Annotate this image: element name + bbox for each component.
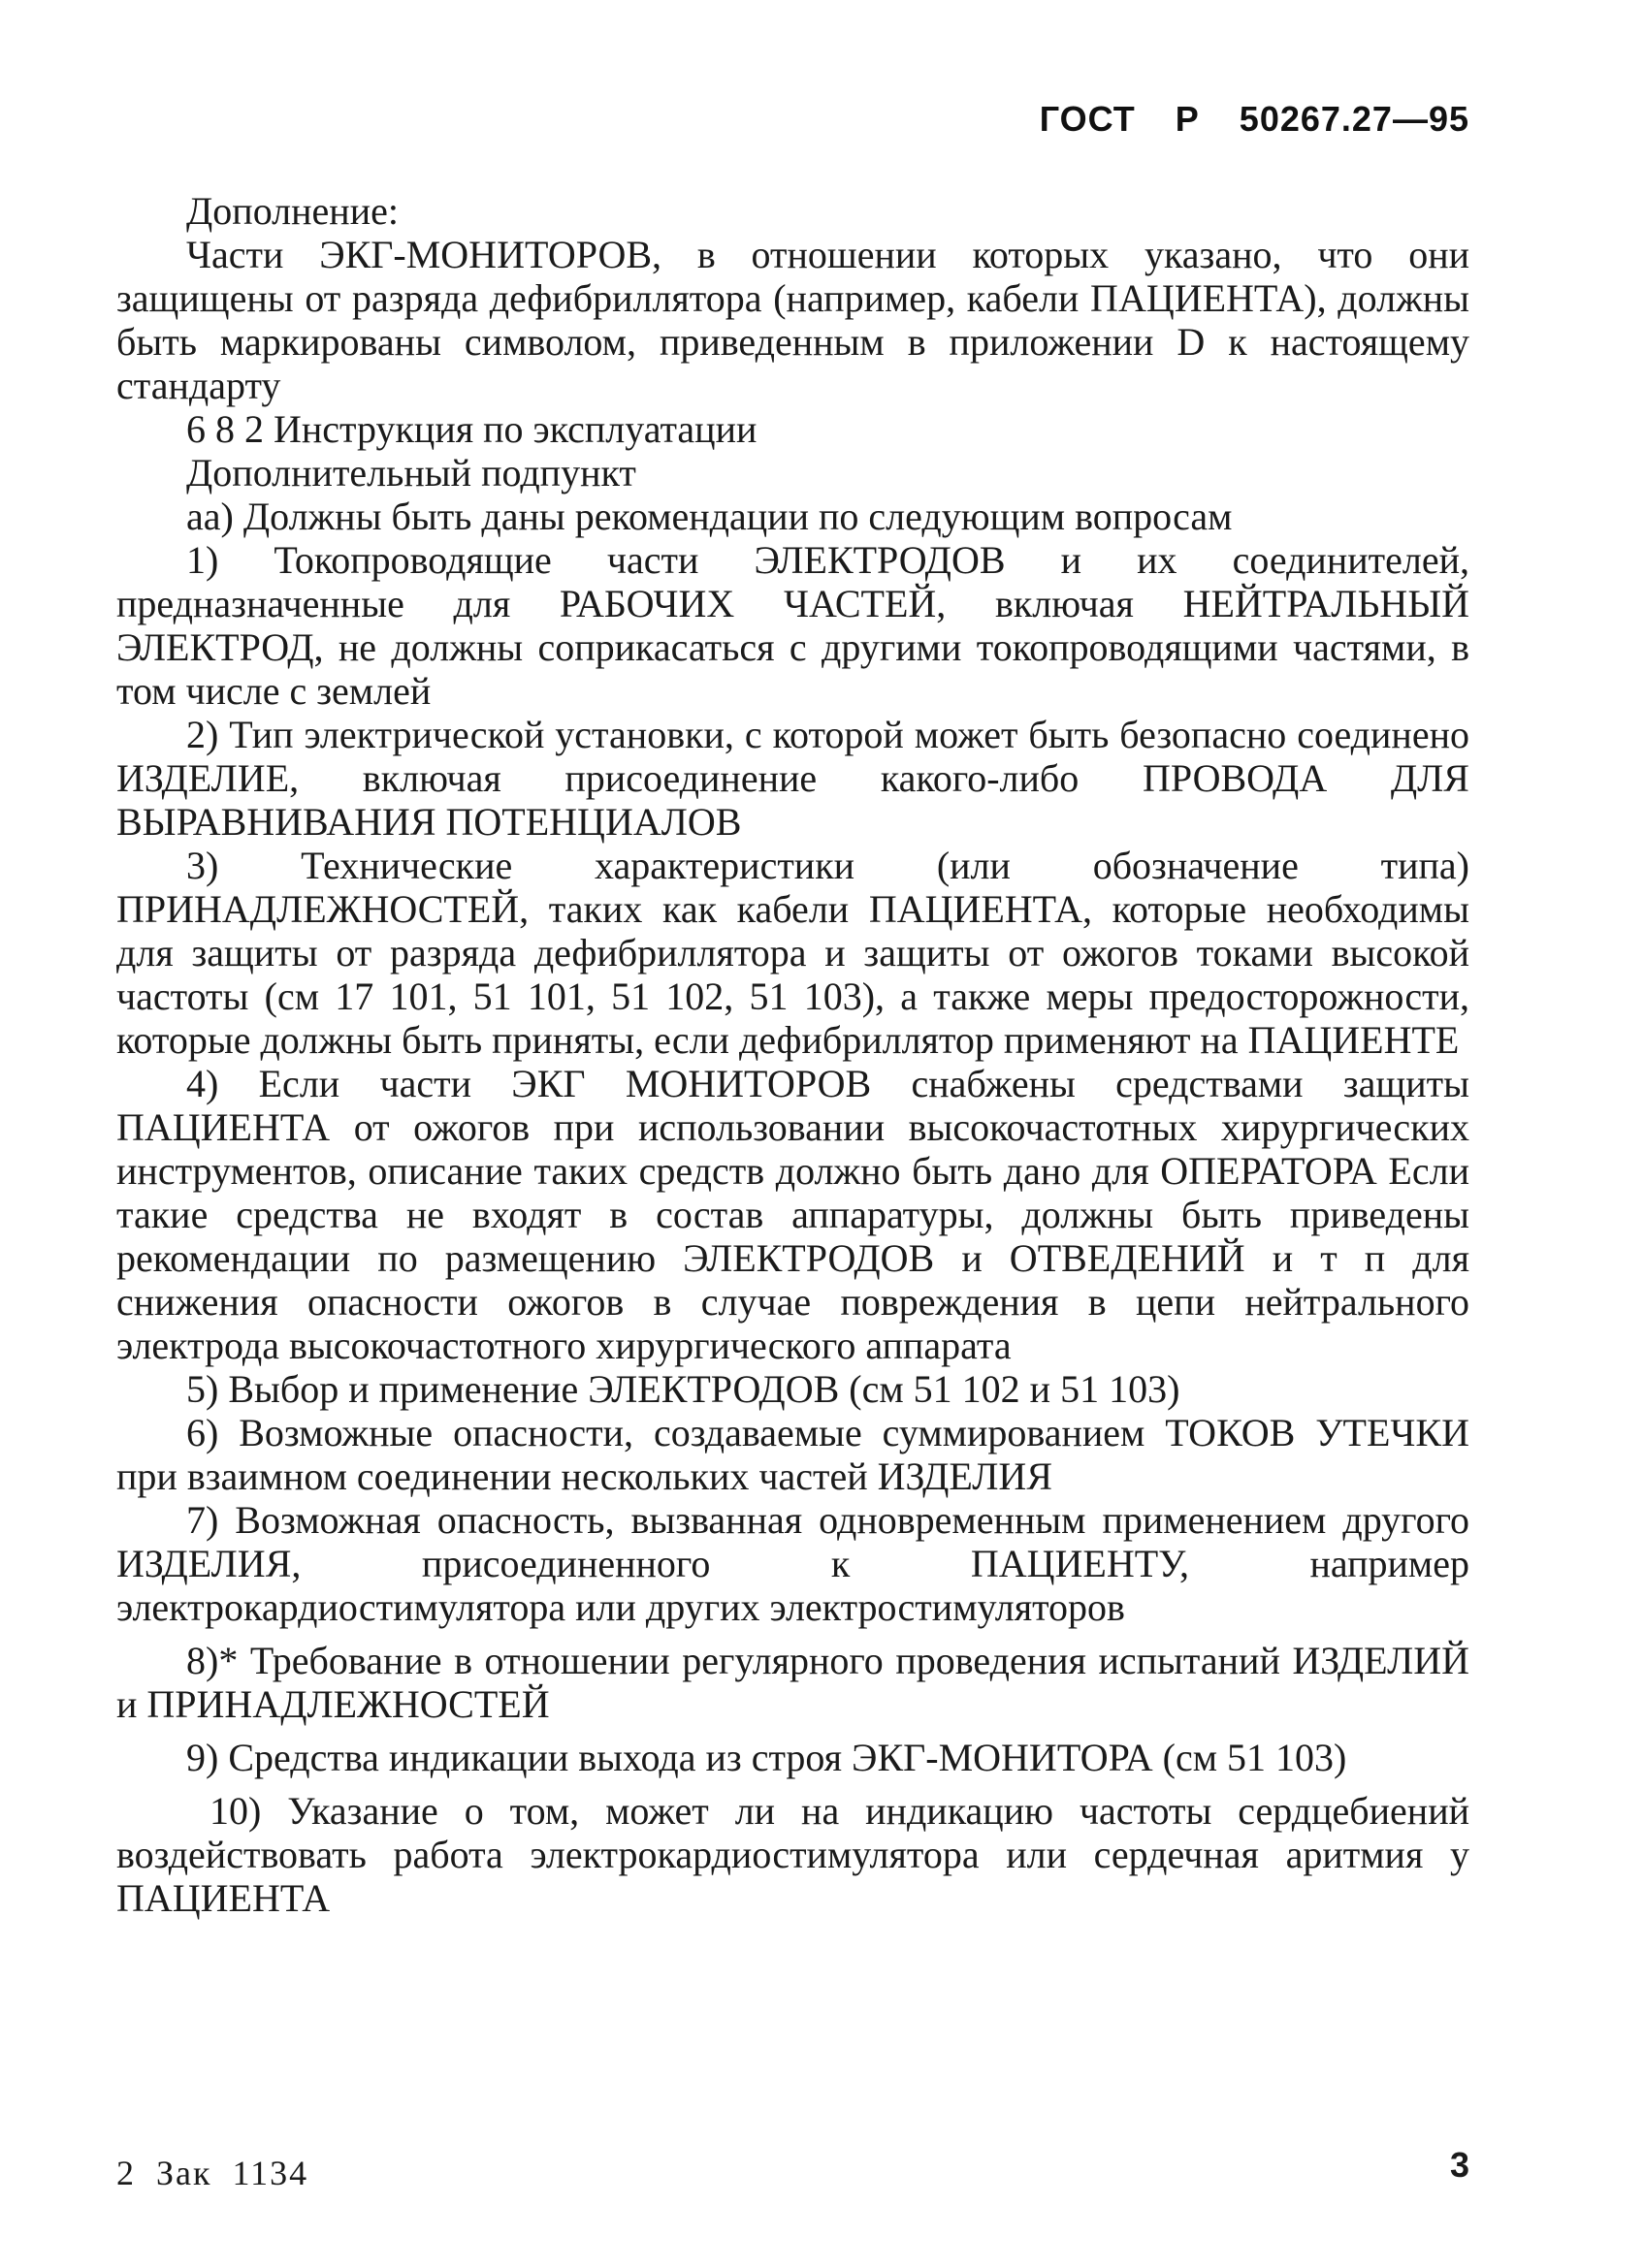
list-item: 3) Технические характеристики (или обозначение типа) ПРИНАДЛЕЖНОСТЕЙ, таких как кабели ПАЦИЕНТА, которые необходимы для защиты от разряда дефибриллятора и защиты от ожогов токами высокой частоты (см 17 101, 51 101, 51 102, 51 103), а также меры предосторожности, которые должны быть приняты, если дефибриллятор применяют на ПАЦИЕНТЕ (116, 844, 1469, 1062)
list-item: 6) Возможные опасности, создаваемые суммированием ТОКОВ УТЕЧКИ при взаимном соединении нескольких частей ИЗДЕЛИЯ (116, 1411, 1469, 1498)
order-number: 2 Зак 1134 (116, 2154, 309, 2192)
list-item: 5) Выбор и применение ЭЛЕКТРОДОВ (см 51 102 и 51 103) (186, 1367, 1180, 1411)
list-item: 8)* Требование в отношении регулярного проведения испытаний ИЗДЕЛИЙ и ПРИНАДЛЕЖНОСТЕЙ (116, 1639, 1469, 1726)
supplement-title: Дополнение: (186, 189, 399, 233)
list-item: 9) Средства индикации выхода из строя ЭКГ-МОНИТОРА (см 51 103) (186, 1736, 1347, 1779)
section-heading: 6 8 2 Инструкция по эксплуатации (186, 407, 758, 451)
page-number: 3 (1449, 2145, 1469, 2185)
subitem-intro: aa) Должны быть даны рекомендации по следующим вопросам (186, 495, 1233, 538)
supplement-text: Части ЭКГ-МОНИТОРОВ, в отношении которых указано, что они защищены от разряда дефибриллятора (например, кабели ПАЦИЕНТА), должны быть маркированы символом, приведенным в приложении D к настоящему стандарту (116, 233, 1469, 407)
subitem-heading: Дополнительный подпункт (186, 451, 636, 495)
standard-header: ГОСТ Р 50267.27—95 (1039, 99, 1469, 139)
document-body (116, 189, 1469, 1920)
list-item: 4) Если части ЭКГ МОНИТОРОВ снабжены средствами защиты ПАЦИЕНТА от ожогов при использовании высокочастотных хирургических инструментов, описание таких средств должно быть дано для ОПЕРАТОРА Если такие средства не входят в состав аппаратуры, должны быть приведены рекомендации по размещению ЭЛЕКТРОДОВ и ОТВЕДЕНИЙ и т п для снижения опасности ожогов в случае повреждения в цепи нейтрального электрода высокочастотного хирургического аппарата (116, 1062, 1469, 1367)
list-item: 10) Указание о том, может ли на индикацию частоты сердцебиений воздействовать работа электрокардиостимулятора или сердечная аритмия у ПАЦИЕНТА (116, 1789, 1469, 1920)
list-item: 2) Тип электрической установки, с которой может быть безопасно соединено ИЗДЕЛИЕ, включая присоединение какого-либо ПРОВОДА ДЛЯ ВЫРАВНИВАНИЯ ПОТЕНЦИАЛОВ (116, 713, 1469, 844)
list-item: 1) Токопроводящие части ЭЛЕКТРОДОВ и их соединителей, предназначенные для РАБОЧИХ ЧАСТЕЙ, включая НЕЙТРАЛЬНЫЙ ЭЛЕКТРОД, не должны соприкасаться с другими токопроводящими частями, в том числе с землей (116, 538, 1469, 713)
list-item: 7) Возможная опасность, вызванная одновременным применением другого ИЗДЕЛИЯ, присоединенного к ПАЦИЕНТУ, например электрокардиостимулятора или других электростимуляторов (116, 1498, 1469, 1629)
